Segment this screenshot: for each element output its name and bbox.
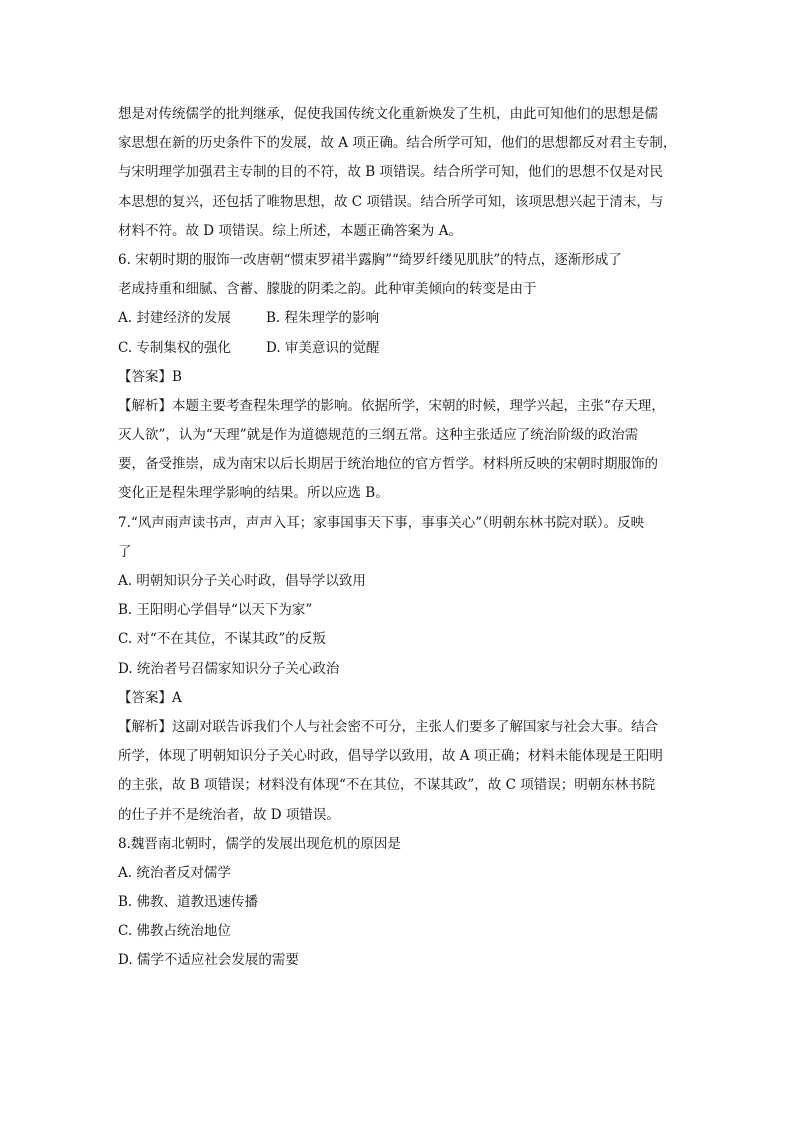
q7-analysis-line-3: 的主张，故 B 项错误；材料没有体现“不在其位，不谋其政”，故 C 项错误；明朝东林书院 [118, 777, 656, 794]
q6-stem-line-1: 6. 宋朝时期的服饰一改唐朝“惯束罗裙半露胸”“绮罗纤缕见肌肤”的特点，逐渐形成了 [118, 251, 622, 268]
q5-analysis-line-2: 家思想在新的历史条件下的发展，故 A 项正确。结合所学可知，他们的思想都反对君主专制， [118, 135, 677, 152]
q5-analysis-line-4: 本思想的复兴，还包括了唯物思想，故 C 项错误。结合所学可知，该项思想兴起于清末，与 [118, 193, 664, 210]
q8-option-b: B. 佛教、道教迅速传播 [118, 894, 259, 911]
q6-analysis-line-2: 灭人欲”，认为“天理”就是作为道德规范的三纲五常。这种主张适应了统治阶级的政治需 [118, 427, 639, 444]
q6-option-c: C. 专制集权的强化 [118, 339, 231, 356]
q6-analysis-line-4: 变化正是程朱理学影响的结果。所以应选 B。 [118, 485, 389, 502]
q6-option-d: D. 审美意识的觉醒 [266, 339, 380, 356]
q7-option-d: D. 统治者号召儒家知识分子关心政治 [118, 660, 340, 677]
q6-option-a: A. 封建经济的发展 [118, 310, 231, 327]
q6-options-row-2 [118, 334, 678, 363]
q8-stem: 8.魏晋南北朝时，儒学的发展出现危机的原因是 [118, 835, 401, 852]
q5-analysis-line-5: 材料不符。故 D 项错误。综上所述，本题正确答案为 A。 [118, 222, 462, 239]
q7-stem-line-2: 了 [118, 543, 132, 560]
q6-answer: 【答案】B [118, 368, 182, 385]
q7-option-b: B. 王阳明心学倡导“以天下为家” [118, 602, 313, 619]
q6-options-row-1 [118, 304, 678, 333]
q6-stem-line-2: 老成持重和细腻、含蓄、朦胧的阴柔之韵。此种审美倾向的转变是由于 [118, 281, 537, 298]
q8-option-c: C. 佛教占统治地位 [118, 923, 231, 940]
q8-option-a: A. 统治者反对儒学 [118, 864, 231, 881]
q7-analysis-line-2: 所学，体现了明朝知识分子关心时政，倡导学以致用，故 A 项正确；材料未能体现是王阳明 [118, 748, 663, 765]
document-page [118, 100, 678, 976]
q8-option-d: D. 儒学不适应社会发展的需要 [118, 952, 299, 969]
q7-stem-line-1: 7.“风声雨声读书声，声声入耳；家事国事天下事，事事关心”（明朝东林书院对联）。反映 [118, 514, 645, 531]
q6-analysis-line-1: 【解析】本题主要考查程朱理学的影响。依据所学，宋朝的时候，理学兴起，主张“存天理， [118, 397, 665, 414]
q5-analysis-line-1: 想是对传统儒学的批判继承，促使我国传统文化重新焕发了生机，由此可知他们的思想是儒 [118, 106, 658, 122]
q7-analysis-line-1: 【解析】这副对联告诉我们个人与社会密不可分，主张人们要多了解国家与社会大事。结合 [118, 718, 658, 735]
q5-analysis-line-3: 与宋明理学加强君主专制的目的不符，故 B 项错误。结合所学可知，他们的思想不仅是对民 [118, 164, 664, 181]
q7-option-a: A. 明朝知识分子关心时政，倡导学以致用 [118, 573, 366, 589]
q6-option-b: B. 程朱理学的影响 [266, 310, 380, 327]
q7-answer: 【答案】A [118, 689, 182, 706]
q7-analysis-line-4: 的仕子并不是统治者，故 D 项错误。 [118, 806, 340, 823]
q7-option-c: C. 对“不在其位，不谋其政”的反叛 [118, 631, 326, 648]
q6-analysis-line-3: 要，备受推崇，成为南宋以后长期居于统治地位的官方哲学。材料所反映的宋朝时期服饰的 [118, 456, 658, 473]
